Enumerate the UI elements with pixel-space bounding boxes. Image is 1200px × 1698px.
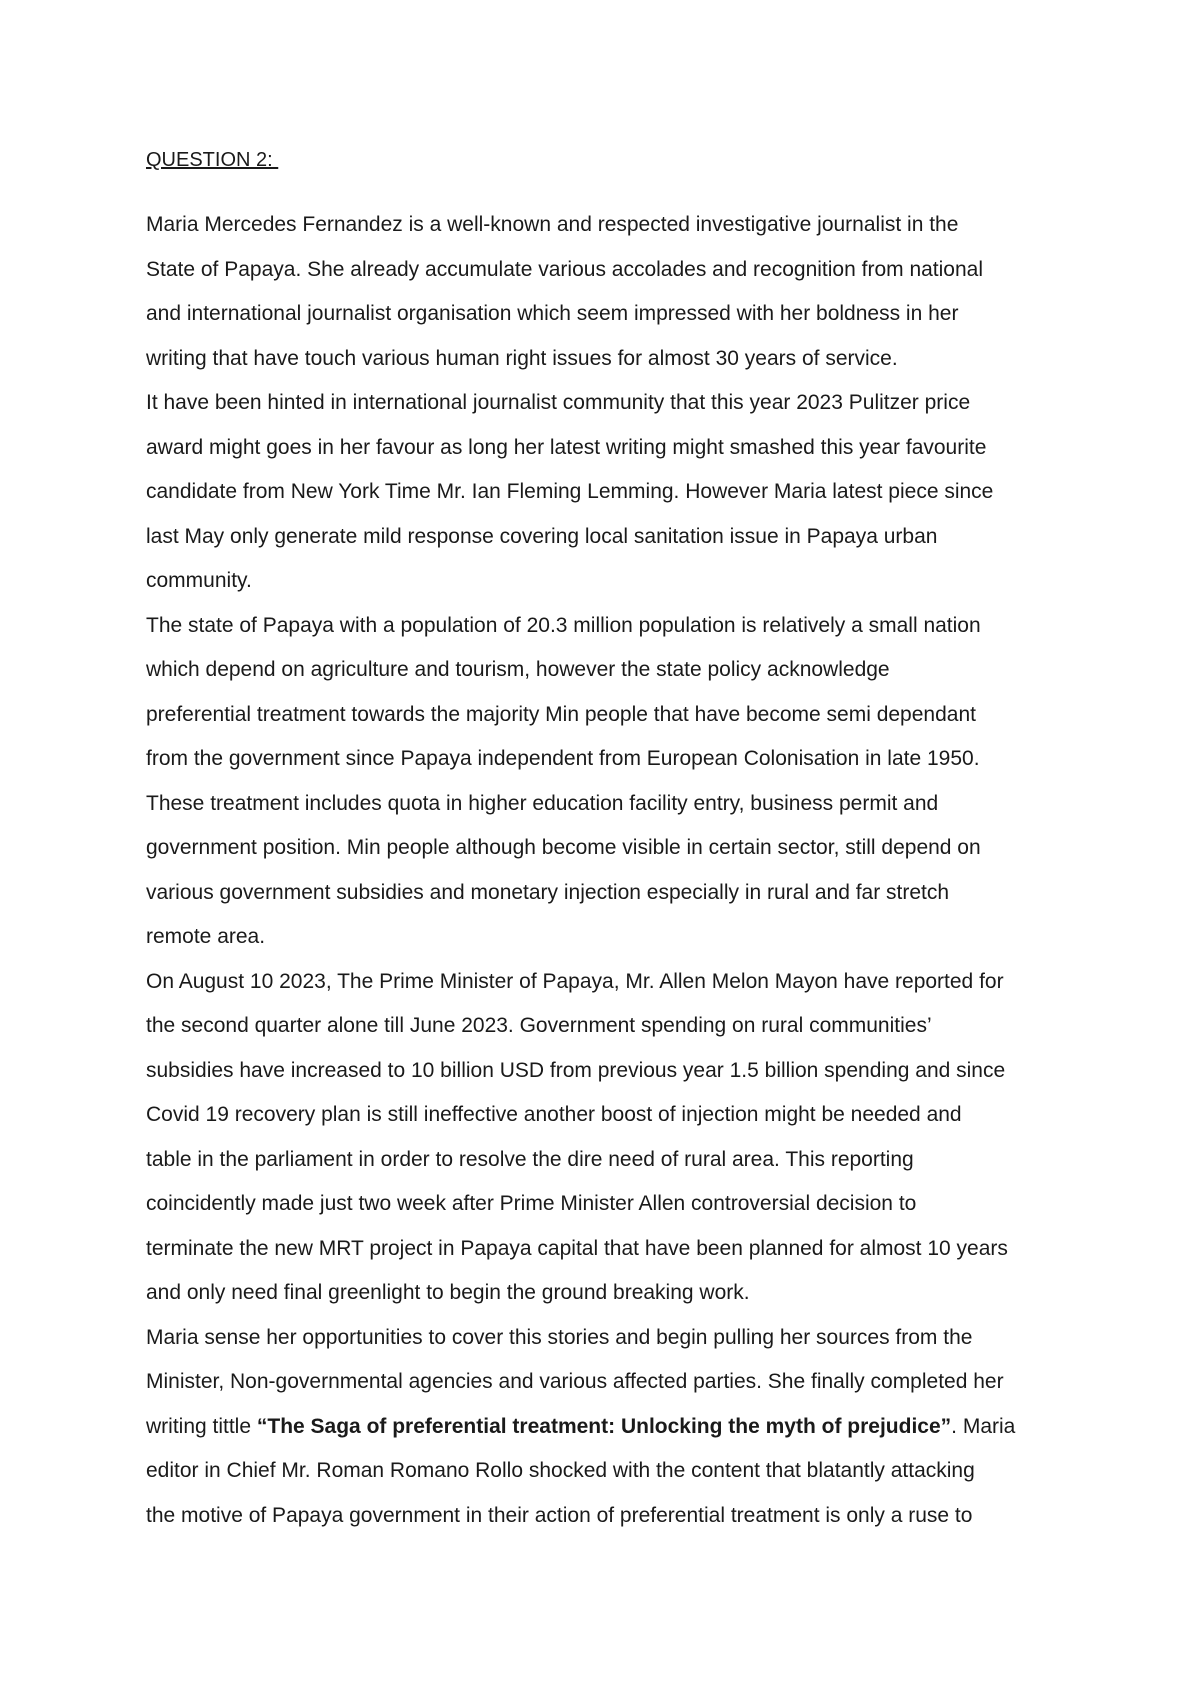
- body-line: terminate the new MRT project in Papaya capital that have been planned for almost 10 years: [146, 1236, 1008, 1260]
- body-line: These treatment includes quota in higher education facility entry, business permit and: [146, 791, 939, 815]
- body-line: Minister, Non-governmental agencies and various affected parties. She finally completed her: [146, 1370, 1004, 1393]
- body-line: It have been hinted in international journalist community that this year 2023 Pulitzer price: [146, 391, 971, 414]
- body-line: remote area.: [146, 925, 266, 948]
- body-line: coincidently made just two week after Prime Minister Allen controversial decision to: [146, 1192, 917, 1215]
- body-line: community.: [146, 569, 252, 592]
- body-line: award might goes in her favour as long her latest writing might smashed this year favourite: [146, 435, 987, 459]
- body-line: Maria sense her opportunities to cover this stories and begin pulling her sources from the: [146, 1325, 973, 1349]
- body-line: table in the parliament in order to resolve the dire need of rural area. This reporting: [146, 1147, 914, 1171]
- title-line: [146, 1405, 1076, 1450]
- body-line: Maria Mercedes Fernandez is a well-known and respected investigative journalist in the: [146, 213, 959, 236]
- title-line-prefix: writing tittle: [146, 1414, 257, 1438]
- body-line: from the government since Papaya independent from European Colonisation in late 1950.: [146, 747, 980, 770]
- body-line: the motive of Papaya government in their action of preferential treatment is only a ruse to: [146, 1503, 973, 1527]
- title-line-suffix: . Maria: [951, 1414, 1016, 1438]
- body-line: and only need final greenlight to begin the ground breaking work.: [146, 1281, 750, 1304]
- body-line: and international journalist organisation which seem impressed with her boldness in her: [146, 302, 959, 325]
- body-line: On August 10 2023, The Prime Minister of Papaya, Mr. Allen Melon Mayon have reported for: [146, 969, 1004, 993]
- body-line: writing that have touch various human right issues for almost 30 years of service.: [146, 346, 898, 370]
- body-line: last May only generate mild response covering local sanitation issue in Papaya urban: [146, 524, 938, 548]
- body-line: Covid 19 recovery plan is still ineffective another boost of injection might be needed and: [146, 1103, 962, 1126]
- body-line: subsidies have increased to 10 billion USD from previous year 1.5 billion spending and since: [146, 1058, 1006, 1082]
- body-line: The state of Papaya with a population of 20.3 million population is relatively a small nation: [146, 613, 981, 637]
- document-page: [146, 146, 1076, 1538]
- question-heading: QUESTION 2:: [146, 149, 279, 171]
- body-line: various government subsidies and monetary injection especially in rural and far stretch: [146, 880, 950, 904]
- body-line: editor in Chief Mr. Roman Romano Rollo shocked with the content that blatantly attacking: [146, 1459, 975, 1482]
- body-line: the second quarter alone till June 2023. Government spending on rural communities’: [146, 1014, 932, 1037]
- body-line: which depend on agriculture and tourism, however the state policy acknowledge: [146, 658, 890, 681]
- body-line: preferential treatment towards the majority Min people that have become semi dependant: [146, 702, 976, 726]
- body-line: candidate from New York Time Mr. Ian Fleming Lemming. However Maria latest piece since: [146, 480, 994, 503]
- body-text: [146, 203, 1076, 1538]
- body-line: State of Papaya. She already accumulate various accolades and recognition from national: [146, 257, 984, 281]
- article-title: “The Saga of preferential treatment: Unlocking the myth of prejudice”: [256, 1414, 952, 1438]
- body-line: government position. Min people although become visible in certain sector, still depend on: [146, 836, 981, 859]
